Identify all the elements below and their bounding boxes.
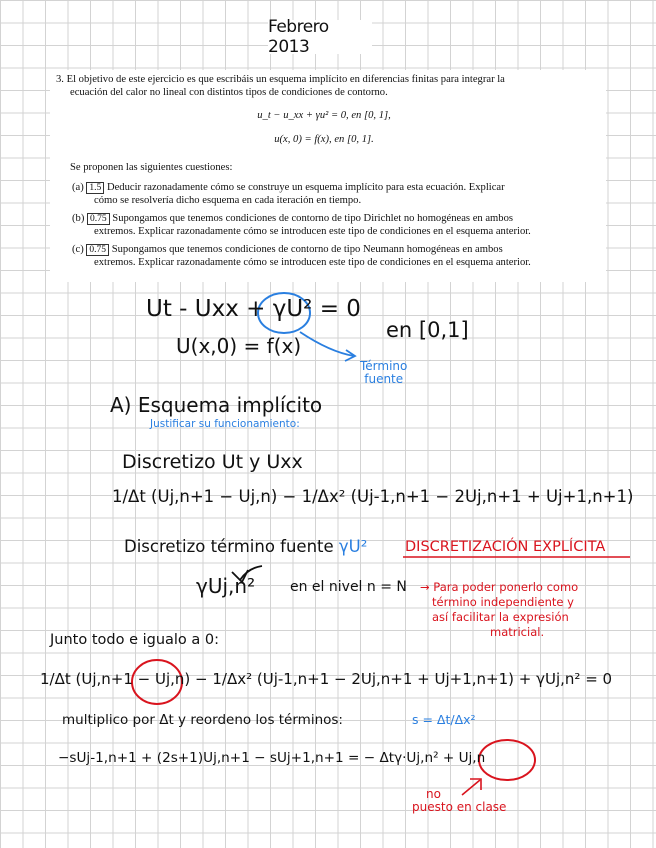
section-a-heading: A) Esquema implícito: [110, 393, 323, 417]
reason-line-3: así facilitar la expresión: [432, 610, 569, 624]
s-definition: s = Δt/Δx²: [412, 712, 476, 727]
problem-intro-line1: 3. El objetivo de este ejercicio es que escribáis un esquema implícito en diferencias finitas para integrar la: [56, 74, 505, 85]
discretize-heading: Discretizo Ut y Uxx: [122, 451, 303, 473]
disc-source-line: [124, 537, 367, 556]
question-a-points: 1.5: [86, 182, 104, 194]
note-pde: [146, 296, 361, 322]
initial-condition: u(x, 0) = f(x), en [0, 1].: [274, 134, 374, 145]
note-pde-rhs: = 0: [319, 296, 361, 322]
final-equation: −sUj-1,n+1 + (2s+1)Uj,n+1 − sUj+1,n+1 = − Δtγ·Uj,n² + Uj,n: [58, 750, 486, 766]
question-b-points: 0.75: [87, 213, 110, 225]
discretized-expression: 1/Δt (Uj,n+1 − Uj,n) − 1/Δx² (Uj-1,n+1 − 2Uj,n+1 + Uj+1,n+1): [112, 487, 634, 506]
reason-line-4: matricial.: [490, 625, 545, 639]
question-b-line2: extremos. Explicar razonadamente cómo se introducen este tipo de condiciones en el esquema anterior.: [94, 225, 531, 237]
note-ic: U(x,0) = f(x): [176, 334, 302, 358]
question-c: [72, 244, 602, 269]
source-label: [360, 360, 407, 386]
question-c-points: 0.75: [86, 244, 109, 256]
reason-line-2: término independiente y: [432, 595, 574, 609]
question-a-line1: Deducir razonadamente cómo se construye un esquema implícito para esta ecuación. Explicar: [106, 182, 505, 193]
proposals-text: Se proponen las siguientes cuestiones:: [70, 162, 233, 173]
note-pde-lhs: Ut - Uxx +: [146, 296, 266, 322]
question-b-line1: Supongamos que tenemos condiciones de contorno de tipo Dirichlet no homogéneas en ambos: [112, 213, 514, 224]
note-pde-source: γU²: [272, 296, 313, 322]
question-c-line2: extremos. Explicar razonadamente cómo se introducen este tipo de condiciones en el esquema anterior.: [94, 256, 531, 268]
question-a-label: (a): [72, 182, 84, 193]
source-label-2: fuente: [364, 372, 404, 386]
reason-note: [420, 580, 578, 640]
not-in-class-line-2: puesto en clase: [412, 800, 507, 814]
source-arrow-head: [345, 350, 355, 361]
justify-note: Justificar su funcionamiento:: [150, 418, 300, 430]
problem-intro-line2: ecuación del calor no lineal con distintos tipos de condiciones de contorno.: [70, 87, 388, 98]
page-title: Febrero 2013: [268, 20, 372, 54]
join-note: Junto todo e igualo a 0:: [50, 632, 220, 648]
printed-problem: [50, 70, 606, 282]
pde-equation: u_t − u_xx + γu² = 0, en [0, 1],: [257, 110, 391, 121]
rhs-circle: [479, 740, 535, 780]
disc-source-label: Discretizo término fuente: [124, 537, 334, 556]
level-note: en el nivel n = N: [290, 579, 407, 595]
question-b-label: (b): [72, 213, 85, 224]
question-c-label: (c): [72, 244, 84, 255]
explicit-label: DISCRETIZACIÓN EXPLÍCITA: [405, 539, 606, 555]
gamma-term: γUj,n²: [196, 574, 256, 598]
multiply-note: multiplico por Δt y reordeno los términos:: [62, 712, 343, 728]
not-in-class-note: [412, 788, 506, 814]
question-a-line2: cómo se resolvería dicho esquema en cada iteración en tiempo.: [94, 194, 362, 206]
not-in-class-line-1: no: [426, 787, 441, 801]
full-equation: 1/Δt (Uj,n+1 − Uj,n) − 1/Δx² (Uj-1,n+1 − 2Uj,n+1 + Uj+1,n+1) + γUj,n² = 0: [40, 670, 613, 688]
source-arrow: [300, 332, 354, 356]
disc-source-term: γU²: [338, 537, 368, 556]
question-a: [72, 182, 602, 207]
question-c-line1: Supongamos que tenemos condiciones de contorno de tipo Neumann homogéneas en ambos: [111, 244, 503, 255]
note-domain: en [0,1]: [386, 318, 469, 342]
question-b: [72, 213, 602, 238]
source-label-1: Término: [360, 359, 408, 373]
reason-line-1: → Para poder ponerlo como: [420, 580, 579, 594]
